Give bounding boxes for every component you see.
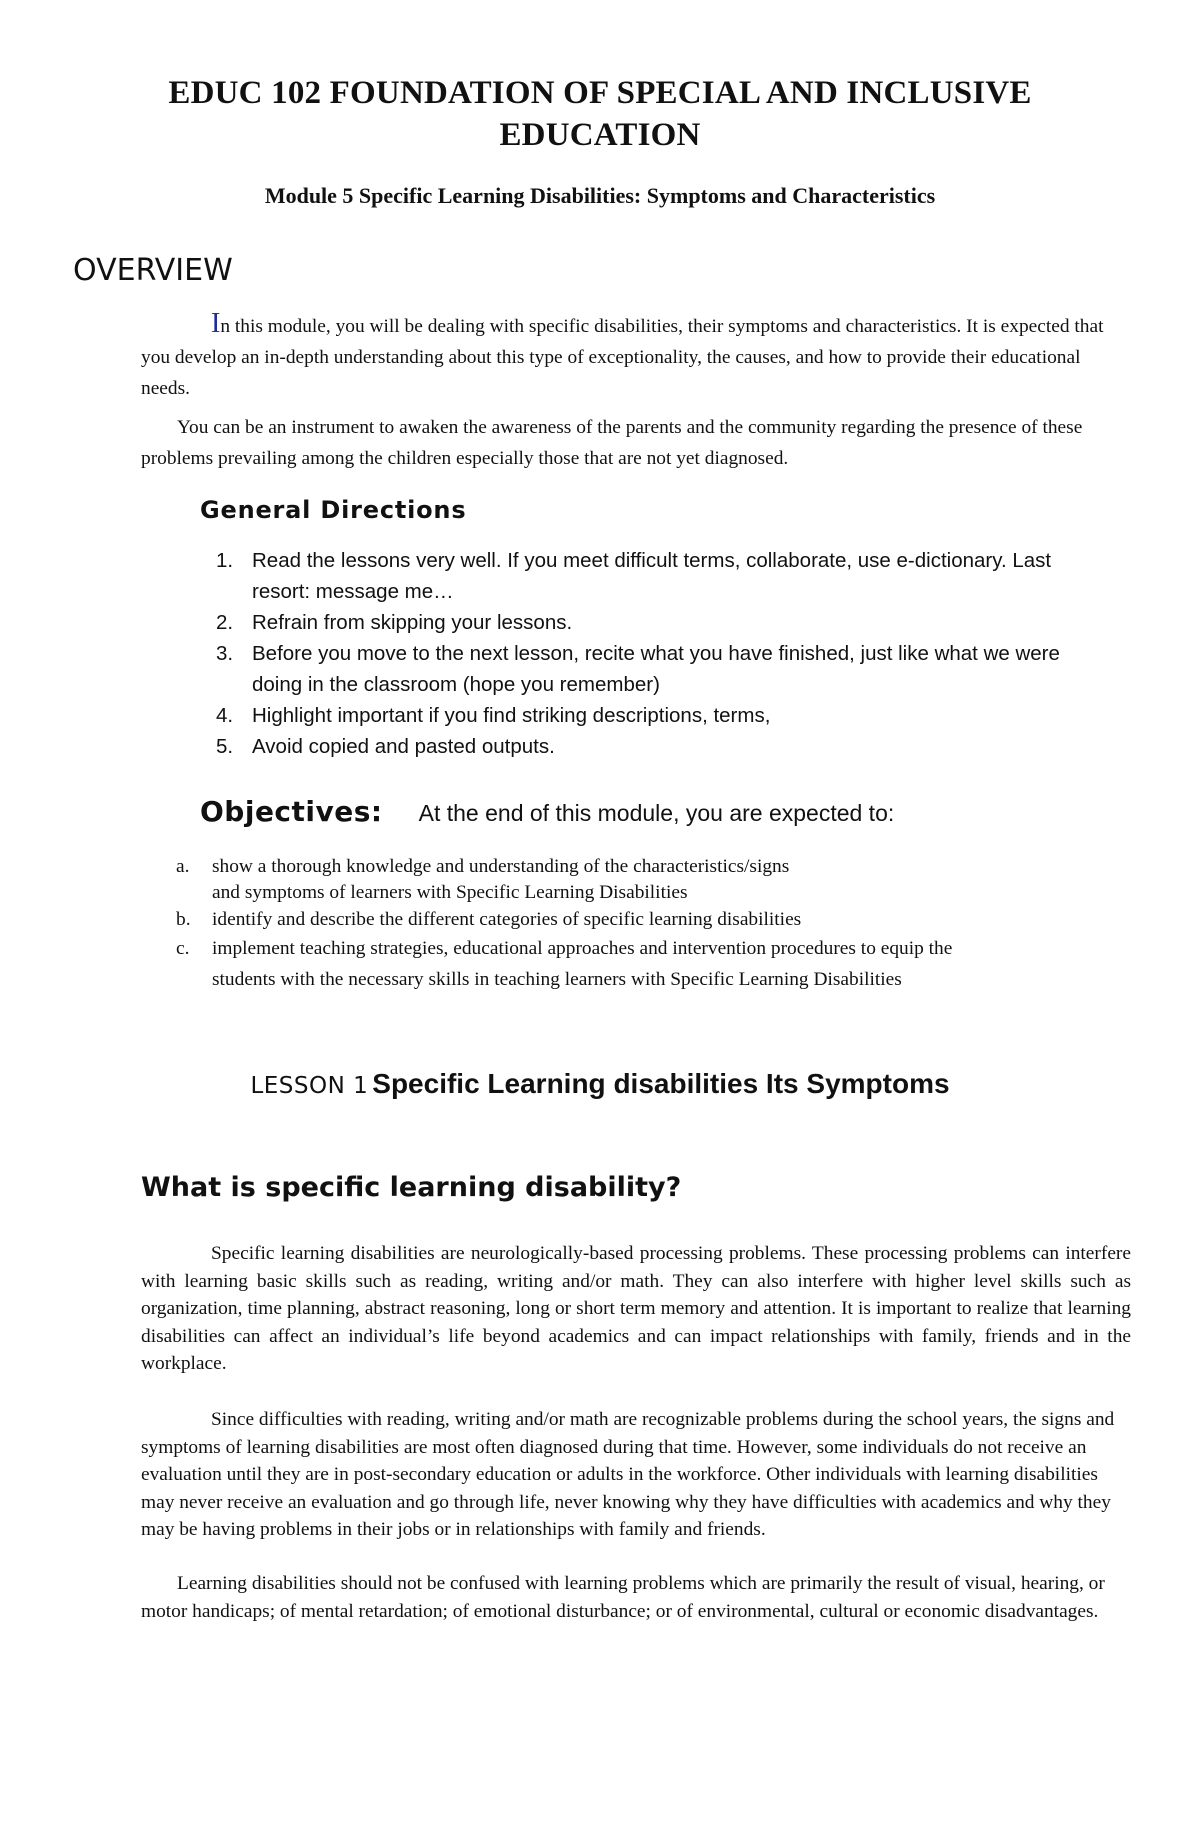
- lesson-label: LESSON 1: [250, 1073, 369, 1099]
- list-item-line: students with the necessary skills in teaching learners with Specific Learning Disabilities: [212, 969, 902, 990]
- list-item: [176, 906, 1146, 933]
- list-number: 1.: [216, 549, 234, 572]
- list-item-line: and symptoms of learners with Specific Learning Disabilities: [212, 882, 688, 903]
- section-heading: What is specific learning disability?: [141, 1172, 682, 1203]
- section-paragraph-2: [141, 1406, 1131, 1544]
- list-letter: c.: [176, 938, 190, 959]
- section-paragraph-2-text: Since difficulties with reading, writing and/or math are recognizable problems during the school years, the signs and symptoms of learning disabilities are most often diagnosed during that time. However, some individuals do not receive an evaluation until they are in post-secondary education or adults in the workforce. Other individuals with learning disabilities may never receive an evaluation and go through life, never knowing why they have difficulties with academics and why they may be having problems in their jobs or in relationships with family and friends.: [141, 1409, 1115, 1540]
- section-paragraph-1: [141, 1240, 1131, 1378]
- dropcap-letter: I: [211, 308, 221, 339]
- section-paragraph-3-text: Learning disabilities should not be confused with learning problems which are primarily the result of visual, hearing, or motor handicaps; of mental retardation; of emotional disturbance; or of environmental, cultural or economic disadvantages.: [141, 1573, 1105, 1622]
- objectives-header: [200, 795, 1100, 828]
- list-item: [216, 545, 1096, 607]
- list-item: [216, 700, 1096, 731]
- overview-paragraph-1: [141, 308, 1131, 404]
- objectives-list: [176, 854, 1146, 995]
- overview-paragraph-2-text: You can be an instrument to awaken the awareness of the parents and the community regarding the presence of these problems prevailing among the children especially those that are not yet diagnosed.: [141, 417, 1083, 469]
- list-number: 2.: [216, 611, 234, 634]
- list-item-text: Before you move to the next lesson, recite what you have finished, just like what we were doing in the classroom (hope you remember): [252, 642, 1060, 696]
- general-directions-list: [216, 545, 1096, 762]
- list-letter: a.: [176, 856, 190, 877]
- list-number: 3.: [216, 642, 234, 665]
- list-item-text: Avoid copied and pasted outputs.: [252, 735, 555, 758]
- overview-heading: OVERVIEW: [73, 253, 233, 288]
- section-paragraph-3: [141, 1570, 1131, 1625]
- course-title: EDUC 102 FOUNDATION OF SPECIAL AND INCLUSIVE EDUCATION: [168, 75, 1032, 153]
- overview-paragraph-1-text: n this module, you will be dealing with specific disabilities, their symptoms and characteristics. It is expected that you develop an in-depth understanding about this type of exceptionality, the causes, and how to provide their educational needs.: [141, 316, 1104, 399]
- lesson-title: Specific Learning disabilities Its Symptoms: [372, 1068, 950, 1099]
- lesson-heading: [100, 1068, 1100, 1100]
- overview-paragraph-2: [141, 412, 1131, 474]
- list-item: [176, 933, 1146, 995]
- list-number: 5.: [216, 735, 234, 758]
- general-directions-heading: General Directions: [200, 496, 467, 524]
- list-item-text: Read the lessons very well. If you meet difficult terms, collaborate, use e-dictionary. Last resort: message me…: [252, 549, 1052, 603]
- module-title: Module 5 Specific Learning Disabilities: Symptoms and Characteristics: [264, 183, 936, 208]
- objectives-lead: At the end of this module, you are expected to:: [418, 800, 895, 826]
- list-number: 4.: [216, 704, 234, 727]
- list-item: [216, 607, 1096, 638]
- list-item: [176, 854, 1146, 906]
- section-paragraph-1-text: Specific learning disabilities are neurologically-based processing problems. These processing problems can interfere with learning basic skills such as reading, writing and/or math. They can also interfere with higher level skills such as organization, time planning, abstract reasoning, long or short term memory and attention. It is important to realize that learning disabilities can affect an individual’s life beyond academics and can impact relationships with family, friends and in the workplace.: [141, 1243, 1131, 1374]
- list-item-text: Refrain from skipping your lessons.: [252, 611, 573, 634]
- list-letter: b.: [176, 909, 191, 930]
- list-item-line: implement teaching strategies, educational approaches and intervention procedures to equip the: [212, 938, 953, 959]
- list-item-line: identify and describe the different categories of specific learning disabilities: [212, 909, 802, 930]
- objectives-heading: Objectives:: [200, 795, 383, 828]
- list-item: [216, 638, 1096, 700]
- list-item-line: show a thorough knowledge and understanding of the characteristics/signs: [212, 856, 790, 877]
- list-item: [216, 731, 1096, 762]
- list-item-text: Highlight important if you find striking descriptions, terms,: [252, 704, 771, 727]
